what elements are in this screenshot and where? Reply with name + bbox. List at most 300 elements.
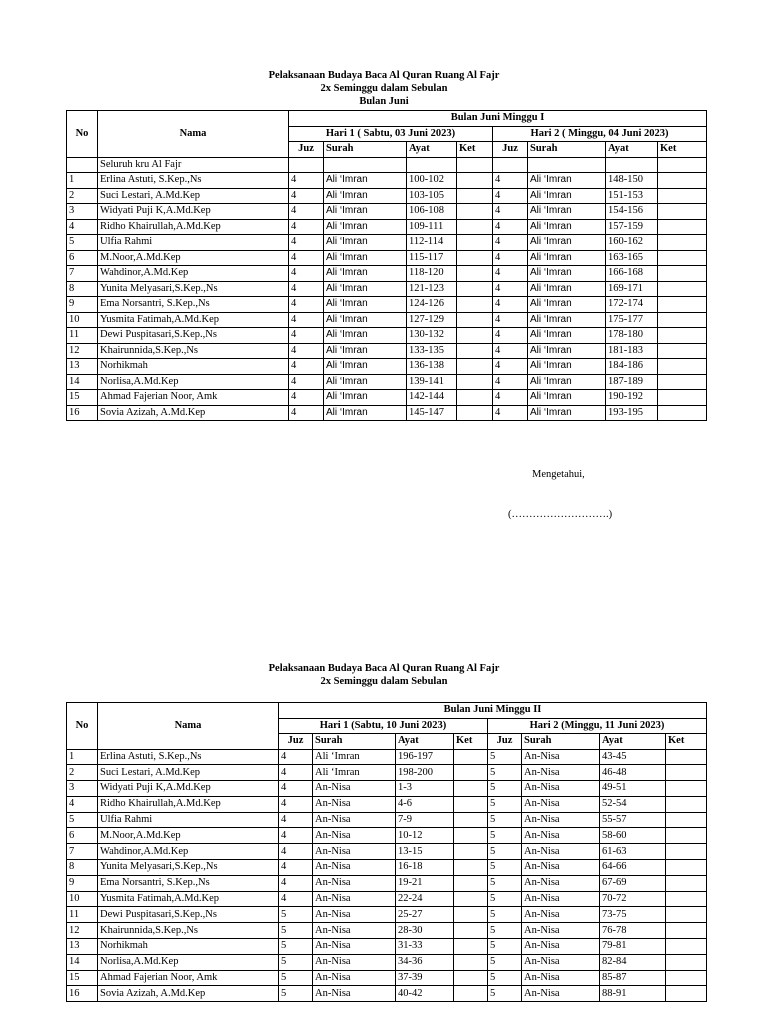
- table-row: [67, 297, 707, 313]
- cell-day2-surah: An-Nisa: [522, 970, 600, 986]
- table-row: [67, 188, 707, 204]
- cell-day2-ket: [666, 939, 707, 955]
- cell-day1-ayat: 13-15: [396, 844, 454, 860]
- cell-day2-juz: 5: [488, 939, 522, 955]
- cell-day2-ket: [658, 266, 707, 282]
- cell-nama: Erlina Astuti, S.Kep.,Ns: [98, 749, 279, 765]
- cell-day1-surah: Ali ‘Imran: [324, 343, 407, 359]
- schedule-table-week-1: [66, 110, 707, 421]
- cell-day1-ket: [454, 765, 488, 781]
- cell-nama: Ahmad Fajerian Noor, Amk: [98, 970, 279, 986]
- cell-day1-ayat: 196-197: [396, 749, 454, 765]
- cell-nama: Ema Norsantri, S.Kep.,Ns: [98, 875, 279, 891]
- cell-day2-juz: 5: [488, 875, 522, 891]
- week-header: Bulan Juni Minggu II: [279, 703, 707, 719]
- cell-day1-ayat: 106-108: [407, 204, 457, 220]
- cell-day2-surah: Ali ‘Imran: [528, 250, 606, 266]
- cell-day2-ket: [666, 923, 707, 939]
- cell-day2-ket: [658, 281, 707, 297]
- cell-day2-juz: 4: [493, 312, 528, 328]
- cell-day1-ket: [457, 266, 493, 282]
- table-row: [67, 281, 707, 297]
- table-row: [67, 266, 707, 282]
- cell-day1-ayat: 10-12: [396, 828, 454, 844]
- cell-day2-ayat: 166-168: [606, 266, 658, 282]
- cell-day1-surah: Ali ‘Imran: [324, 390, 407, 406]
- cell-nama: Yunita Melyasari,S.Kep.,Ns: [98, 281, 289, 297]
- schedule-table-week-2: [66, 702, 707, 1002]
- column-header-no: No: [67, 703, 98, 750]
- cell-day2-juz: 5: [488, 923, 522, 939]
- cell-day2-juz: 4: [493, 173, 528, 189]
- cell-day1-ayat: 124-126: [407, 297, 457, 313]
- cell-day1-ayat: 31-33: [396, 939, 454, 955]
- mengetahui-label: Mengetahui,: [532, 469, 585, 480]
- cell-day2-ket: [666, 844, 707, 860]
- cell-day1-surah: An-Nisa: [313, 907, 396, 923]
- table-row: [67, 343, 707, 359]
- cell-day2-ket: [666, 970, 707, 986]
- cell-day1-surah: Ali ‘Imran: [324, 204, 407, 220]
- cell-day1-juz: 4: [289, 328, 324, 344]
- cell-no: 2: [67, 188, 98, 204]
- cell-no: 1: [67, 173, 98, 189]
- cell-day1-ket: [454, 970, 488, 986]
- cell-day2-ket: [658, 173, 707, 189]
- cell-day1-ket: [454, 923, 488, 939]
- cell-day1-ket: [454, 986, 488, 1002]
- cell-nama: Ridho Khairullah,A.Md.Kep: [98, 219, 289, 235]
- cell-day1-juz: 4: [279, 749, 313, 765]
- table-row: [67, 860, 707, 876]
- subheader-surah: Surah: [528, 142, 606, 158]
- cell-no: 12: [67, 923, 98, 939]
- cell-day2-juz: 5: [488, 954, 522, 970]
- cell-no: 15: [67, 390, 98, 406]
- cell-day1-ket: [454, 907, 488, 923]
- table-row: [67, 939, 707, 955]
- cell-nama: Ridho Khairullah,A.Md.Kep: [98, 796, 279, 812]
- cell-nama: Norhikmah: [98, 939, 279, 955]
- cell-day2-ket: [666, 796, 707, 812]
- cell-day2-juz: 4: [493, 188, 528, 204]
- table-row: [67, 219, 707, 235]
- week-header: Bulan Juni Minggu I: [289, 111, 707, 127]
- table-row: [67, 907, 707, 923]
- cell-day2-juz: 4: [493, 250, 528, 266]
- cell-day2-ket: [666, 907, 707, 923]
- cell-day2-juz: 4: [493, 281, 528, 297]
- cell-empty: [407, 157, 457, 173]
- cell-day1-ket: [454, 860, 488, 876]
- cell-no: 16: [67, 986, 98, 1002]
- cell-no: 15: [67, 970, 98, 986]
- cell-day2-ket: [666, 954, 707, 970]
- cell-day2-ayat: 61-63: [600, 844, 666, 860]
- cell-day1-juz: 4: [279, 765, 313, 781]
- cell-day2-surah: An-Nisa: [522, 875, 600, 891]
- day2-header: Hari 2 (Minggu, 11 Juni 2023): [488, 718, 707, 734]
- cell-day2-surah: Ali ‘Imran: [528, 390, 606, 406]
- cell-day1-juz: 5: [279, 923, 313, 939]
- cell-day2-ayat: 178-180: [606, 328, 658, 344]
- cell-day1-ayat: 130-132: [407, 328, 457, 344]
- cell-day1-ayat: 133-135: [407, 343, 457, 359]
- section1-title-line-2: 2x Seminggu dalam Sebulan: [320, 83, 448, 94]
- cell-day1-juz: 4: [289, 204, 324, 220]
- subheader-juz: Juz: [493, 142, 528, 158]
- cell-no: 8: [67, 281, 98, 297]
- cell-empty: [658, 157, 707, 173]
- cell-nama: Norlisa,A.Md.Kep: [98, 954, 279, 970]
- cell-day1-ayat: 118-120: [407, 266, 457, 282]
- section1-title-line-3: Bulan Juni: [359, 96, 409, 107]
- cell-day1-surah: Ali ‘Imran: [324, 266, 407, 282]
- cell-day1-ket: [454, 781, 488, 797]
- cell-day2-juz: 4: [493, 359, 528, 375]
- cell-no: 16: [67, 405, 98, 421]
- cell-day2-ayat: 160-162: [606, 235, 658, 251]
- cell-day2-juz: 5: [488, 860, 522, 876]
- cell-day1-juz: 4: [289, 405, 324, 421]
- cell-day2-surah: An-Nisa: [522, 812, 600, 828]
- column-header-nama: Nama: [98, 111, 289, 158]
- section2-title-line-1: Pelaksanaan Budaya Baca Al Quran Ruang Al Fajr: [268, 663, 500, 674]
- cell-day2-ket: [666, 860, 707, 876]
- table-row: [67, 923, 707, 939]
- table-row: [67, 986, 707, 1002]
- cell-day2-ket: [658, 250, 707, 266]
- cell-day2-surah: An-Nisa: [522, 749, 600, 765]
- signature-line: (……………………….): [508, 509, 613, 520]
- cell-day2-ayat: 52-54: [600, 796, 666, 812]
- table-row: [67, 875, 707, 891]
- cell-day2-ket: [658, 328, 707, 344]
- cell-nama: Yunita Melyasari,S.Kep.,Ns: [98, 860, 279, 876]
- cell-no: 10: [67, 891, 98, 907]
- cell-day2-ket: [666, 875, 707, 891]
- cell-nama: Dewi Puspitasari,S.Kep.,Ns: [98, 907, 279, 923]
- cell-day1-ket: [457, 374, 493, 390]
- cell-no: 5: [67, 235, 98, 251]
- cell-no: 2: [67, 765, 98, 781]
- cell-no: 7: [67, 266, 98, 282]
- cell-day1-ayat: 7-9: [396, 812, 454, 828]
- cell-day2-ayat: 175-177: [606, 312, 658, 328]
- cell-day1-ket: [454, 844, 488, 860]
- cell-day1-surah: Ali ‘Imran: [324, 312, 407, 328]
- cell-nama: Yusmita Fatimah,A.Md.Kep: [98, 891, 279, 907]
- cell-day1-surah: An-Nisa: [313, 954, 396, 970]
- cell-day2-ayat: 79-81: [600, 939, 666, 955]
- cell-day1-ket: [454, 828, 488, 844]
- cell-day1-ayat: 121-123: [407, 281, 457, 297]
- cell-day2-surah: An-Nisa: [522, 828, 600, 844]
- cell-no: 3: [67, 781, 98, 797]
- cell-day2-surah: Ali ‘Imran: [528, 297, 606, 313]
- cell-day2-juz: 4: [493, 343, 528, 359]
- cell-day1-surah: Ali ‘Imran: [324, 405, 407, 421]
- cell-day2-ayat: 46-48: [600, 765, 666, 781]
- cell-nama: Sovia Azizah, A.Md.Kep: [98, 986, 279, 1002]
- cell-day1-juz: 4: [289, 312, 324, 328]
- cell-no: 7: [67, 844, 98, 860]
- cell-day2-surah: Ali ‘Imran: [528, 312, 606, 328]
- cell-day2-juz: 5: [488, 891, 522, 907]
- cell-day2-surah: Ali ‘Imran: [528, 359, 606, 375]
- cell-day1-ayat: 22-24: [396, 891, 454, 907]
- cell-day1-ket: [454, 749, 488, 765]
- cell-day1-ayat: 115-117: [407, 250, 457, 266]
- cell-empty: [457, 157, 493, 173]
- table-row: [67, 173, 707, 189]
- cell-nama: Khairunnida,S.Kep.,Ns: [98, 923, 279, 939]
- cell-day2-ayat: 76-78: [600, 923, 666, 939]
- cell-day2-surah: Ali ‘Imran: [528, 235, 606, 251]
- cell-day2-ket: [666, 781, 707, 797]
- cell-day2-ayat: 151-153: [606, 188, 658, 204]
- cell-day1-ket: [457, 297, 493, 313]
- cell-day2-ket: [666, 986, 707, 1002]
- cell-day1-juz: 4: [279, 875, 313, 891]
- cell-day1-surah: Ali ‘Imran: [313, 765, 396, 781]
- cell-day2-surah: An-Nisa: [522, 844, 600, 860]
- cell-day2-surah: An-Nisa: [522, 986, 600, 1002]
- cell-day1-surah: An-Nisa: [313, 812, 396, 828]
- cell-day2-juz: 5: [488, 749, 522, 765]
- cell-day1-surah: Ali ‘Imran: [324, 219, 407, 235]
- cell-no: 1: [67, 749, 98, 765]
- cell-nama: Erlina Astuti, S.Kep.,Ns: [98, 173, 289, 189]
- cell-day1-surah: An-Nisa: [313, 860, 396, 876]
- cell-day1-ayat: 37-39: [396, 970, 454, 986]
- table-row: [67, 796, 707, 812]
- column-header-nama: Nama: [98, 703, 279, 750]
- cell-no: 11: [67, 328, 98, 344]
- table-row: [67, 828, 707, 844]
- cell-day1-juz: 5: [279, 986, 313, 1002]
- cell-day1-ayat: 16-18: [396, 860, 454, 876]
- cell-day1-ket: [457, 188, 493, 204]
- cell-day1-ket: [457, 343, 493, 359]
- cell-day2-surah: Ali ‘Imran: [528, 188, 606, 204]
- table-row: [67, 328, 707, 344]
- cell-day2-juz: 4: [493, 390, 528, 406]
- cell-day2-ket: [658, 359, 707, 375]
- cell-day1-ket: [454, 812, 488, 828]
- table-row: [67, 374, 707, 390]
- cell-day1-surah: An-Nisa: [313, 970, 396, 986]
- cell-day1-juz: 5: [279, 907, 313, 923]
- cell-day1-ayat: 4-6: [396, 796, 454, 812]
- cell-day1-juz: 4: [289, 297, 324, 313]
- cell-day2-surah: Ali ‘Imran: [528, 343, 606, 359]
- cell-day1-surah: An-Nisa: [313, 828, 396, 844]
- cell-day2-surah: Ali ‘Imran: [528, 219, 606, 235]
- cell-day1-ayat: 136-138: [407, 359, 457, 375]
- table-row: [67, 235, 707, 251]
- cell-day2-ket: [666, 765, 707, 781]
- cell-day2-ket: [658, 219, 707, 235]
- cell-day2-ayat: 43-45: [600, 749, 666, 765]
- cell-day1-juz: 5: [279, 970, 313, 986]
- cell-no: 11: [67, 907, 98, 923]
- cell-nama: Norhikmah: [98, 359, 289, 375]
- cell-day1-ket: [457, 281, 493, 297]
- cell-day2-ayat: 154-156: [606, 204, 658, 220]
- cell-day1-ket: [457, 235, 493, 251]
- cell-day1-ayat: 127-129: [407, 312, 457, 328]
- cell-day1-surah: An-Nisa: [313, 781, 396, 797]
- cell-day2-juz: 4: [493, 235, 528, 251]
- cell-nama: Wahdinor,A.Md.Kep: [98, 266, 289, 282]
- table-row: [67, 954, 707, 970]
- cell-day1-surah: Ali ‘Imran: [324, 188, 407, 204]
- table-row-all-crew: [67, 157, 707, 173]
- cell-day2-ayat: 73-75: [600, 907, 666, 923]
- subheader-ket: Ket: [454, 734, 488, 750]
- cell-day1-juz: 4: [289, 250, 324, 266]
- subheader-ayat: Ayat: [407, 142, 457, 158]
- cell-day2-surah: An-Nisa: [522, 796, 600, 812]
- cell-day2-ket: [658, 188, 707, 204]
- cell-day2-ket: [658, 374, 707, 390]
- cell-day2-surah: An-Nisa: [522, 765, 600, 781]
- cell-day1-surah: An-Nisa: [313, 891, 396, 907]
- subheader-surah: Surah: [522, 734, 600, 750]
- cell-day1-ayat: 109-111: [407, 219, 457, 235]
- cell-day1-juz: 4: [279, 781, 313, 797]
- cell-day1-ayat: 112-114: [407, 235, 457, 251]
- cell-day1-surah: Ali ‘Imran: [324, 173, 407, 189]
- cell-day2-ayat: 55-57: [600, 812, 666, 828]
- cell-day1-juz: 4: [289, 188, 324, 204]
- cell-nama: Ahmad Fajerian Noor, Amk: [98, 390, 289, 406]
- cell-day1-ayat: 198-200: [396, 765, 454, 781]
- cell-no: 4: [67, 796, 98, 812]
- cell-day2-ayat: 169-171: [606, 281, 658, 297]
- cell-day1-ayat: 25-27: [396, 907, 454, 923]
- cell-day2-ket: [658, 204, 707, 220]
- cell-day2-juz: 5: [488, 812, 522, 828]
- cell-day1-ket: [457, 328, 493, 344]
- cell-day2-juz: 4: [493, 219, 528, 235]
- subheader-ayat: Ayat: [396, 734, 454, 750]
- cell-day1-ayat: 1-3: [396, 781, 454, 797]
- cell-day2-juz: 5: [488, 970, 522, 986]
- cell-nama: M.Noor,A.Md.Kep: [98, 250, 289, 266]
- cell-day2-juz: 5: [488, 844, 522, 860]
- table-row: [67, 359, 707, 375]
- cell-day1-surah: Ali ‘Imran: [324, 328, 407, 344]
- cell-day1-juz: 5: [279, 954, 313, 970]
- cell-day2-ayat: 187-189: [606, 374, 658, 390]
- cell-day1-surah: Ali ‘Imran: [324, 359, 407, 375]
- cell-day1-juz: 4: [279, 860, 313, 876]
- cell-day2-ayat: 172-174: [606, 297, 658, 313]
- cell-empty: [289, 157, 324, 173]
- subheader-juz: Juz: [289, 142, 324, 158]
- cell-day2-surah: An-Nisa: [522, 781, 600, 797]
- cell-day2-surah: Ali ‘Imran: [528, 328, 606, 344]
- cell-day1-juz: 4: [279, 844, 313, 860]
- cell-day1-surah: Ali ‘Imran: [324, 374, 407, 390]
- cell-no: 12: [67, 343, 98, 359]
- cell-day2-ket: [658, 297, 707, 313]
- cell-nama: Ema Norsantri, S.Kep.,Ns: [98, 297, 289, 313]
- cell-day1-juz: 4: [279, 796, 313, 812]
- cell-nama: Wahdinor,A.Md.Kep: [98, 844, 279, 860]
- cell-nama: Widyati Puji K,A.Md.Kep: [98, 204, 289, 220]
- cell-day2-ayat: 190-192: [606, 390, 658, 406]
- table-row: [67, 765, 707, 781]
- cell-day1-surah: Ali ‘Imran: [324, 281, 407, 297]
- cell-day1-juz: 4: [289, 219, 324, 235]
- cell-no: 9: [67, 875, 98, 891]
- table-row: [67, 312, 707, 328]
- cell-day2-juz: 4: [493, 266, 528, 282]
- cell-day2-surah: An-Nisa: [522, 923, 600, 939]
- cell-day1-ayat: 100-102: [407, 173, 457, 189]
- cell-day2-ayat: 64-66: [600, 860, 666, 876]
- day1-header: Hari 1 ( Sabtu, 03 Juni 2023): [289, 126, 493, 142]
- cell-day2-surah: Ali ‘Imran: [528, 204, 606, 220]
- cell-day2-surah: An-Nisa: [522, 907, 600, 923]
- cell-day2-ket: [658, 390, 707, 406]
- cell-day2-ayat: 181-183: [606, 343, 658, 359]
- cell-day1-juz: 4: [289, 374, 324, 390]
- cell-no: [67, 157, 98, 173]
- cell-day1-surah: An-Nisa: [313, 796, 396, 812]
- cell-day1-surah: An-Nisa: [313, 875, 396, 891]
- cell-day1-ket: [457, 359, 493, 375]
- cell-day1-ket: [457, 204, 493, 220]
- table-row: [67, 390, 707, 406]
- cell-day1-surah: Ali ‘Imran: [324, 235, 407, 251]
- cell-empty: [493, 157, 528, 173]
- section1-title-line-1: Pelaksanaan Budaya Baca Al Quran Ruang Al Fajr: [268, 70, 500, 81]
- subheader-ayat: Ayat: [606, 142, 658, 158]
- cell-day1-surah: Ali ‘Imran: [313, 749, 396, 765]
- cell-day1-juz: 4: [289, 266, 324, 282]
- cell-day2-ket: [666, 749, 707, 765]
- cell-day1-juz: 4: [279, 828, 313, 844]
- cell-no: 14: [67, 954, 98, 970]
- cell-nama: Ulfia Rahmi: [98, 812, 279, 828]
- cell-no: 5: [67, 812, 98, 828]
- table-row: [67, 405, 707, 421]
- cell-day1-ayat: 40-42: [396, 986, 454, 1002]
- cell-day2-ket: [666, 828, 707, 844]
- cell-nama: Ulfia Rahmi: [98, 235, 289, 251]
- cell-day2-ayat: 184-186: [606, 359, 658, 375]
- cell-day1-juz: 4: [289, 343, 324, 359]
- cell-day2-juz: 5: [488, 986, 522, 1002]
- cell-day2-ayat: 193-195: [606, 405, 658, 421]
- cell-day1-surah: An-Nisa: [313, 844, 396, 860]
- cell-day2-ayat: 70-72: [600, 891, 666, 907]
- cell-day1-surah: Ali ‘Imran: [324, 297, 407, 313]
- cell-day1-juz: 4: [289, 281, 324, 297]
- cell-day2-juz: 4: [493, 297, 528, 313]
- cell-nama: Khairunnida,S.Kep.,Ns: [98, 343, 289, 359]
- cell-nama: Dewi Puspitasari,S.Kep.,Ns: [98, 328, 289, 344]
- cell-day1-surah: Ali ‘Imran: [324, 250, 407, 266]
- subheader-surah: Surah: [313, 734, 396, 750]
- cell-no: 6: [67, 828, 98, 844]
- cell-day2-ket: [666, 812, 707, 828]
- cell-day2-surah: An-Nisa: [522, 954, 600, 970]
